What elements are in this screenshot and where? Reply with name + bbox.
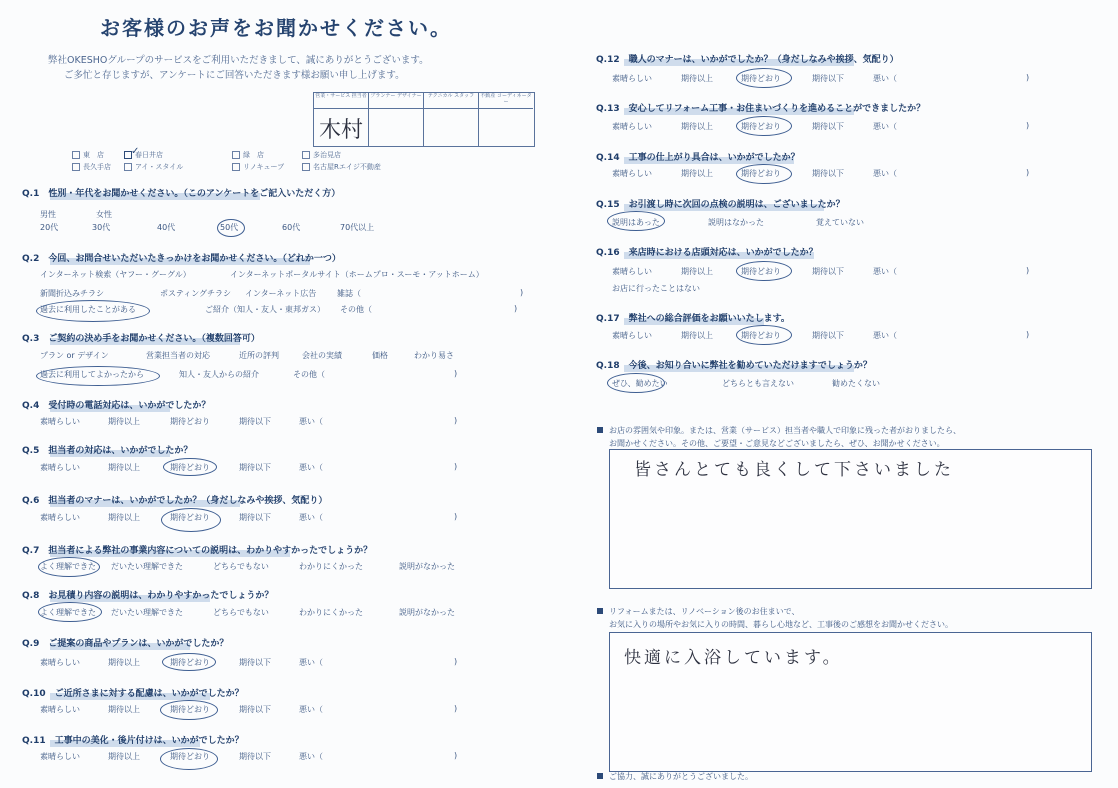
answer-option[interactable]: 価格 (372, 351, 388, 360)
answer-option[interactable]: 期待どおり (170, 705, 210, 714)
shop-option-checked[interactable]: 春日井店 (124, 150, 163, 160)
answer-option[interactable]: 悪い（ (299, 463, 323, 472)
question-label: Q.1 性別・年代をお聞かせください。（このアンケートをご記入いただく方） (22, 189, 341, 199)
answer-option[interactable]: 期待以上 (681, 267, 713, 276)
question-label: Q.6 担当者のマナーは、いかがでしたか？（身だしなみや挨拶、気配り） (22, 496, 328, 506)
paren-close: ) (454, 369, 458, 378)
answer-option[interactable]: 説明がなかった (399, 562, 455, 571)
answer-option[interactable]: 営業担当者の対応 (146, 351, 210, 360)
answer-option[interactable]: ぜひ、勧めたい (612, 379, 668, 388)
question-label: Q.5 担当者の対応は、いかがでしたか？ (22, 446, 193, 456)
answer-option[interactable]: 期待どおり (741, 267, 781, 276)
answer-option[interactable]: 期待どおり (741, 169, 781, 178)
answer-option[interactable]: どちらとも言えない (722, 379, 794, 388)
answer-option[interactable]: 会社の実績 (302, 351, 342, 360)
answer-option[interactable]: わかりにくかった (299, 608, 363, 617)
checkbox-icon (72, 151, 80, 159)
answer-option[interactable]: わかりにくかった (299, 562, 363, 571)
checkbox-icon (72, 163, 80, 171)
answer-option[interactable]: 素晴らしい (40, 658, 80, 667)
answer-option[interactable]: 説明はあった (612, 218, 660, 227)
question-label: Q.3 ご契約の決め手をお聞かせください。（複数回答可） (22, 334, 260, 344)
answer-option[interactable]: 知人・友人からの紹介 (179, 370, 259, 379)
shop-option[interactable]: 緑 店 (232, 150, 264, 160)
answer-option[interactable]: 悪い（ (873, 169, 897, 178)
question-label: Q.8 お見積り内容の説明は、わかりやすかったでしょうか？ (22, 591, 274, 601)
question-label: Q.17 弊社への総合評価をお願いいたします。 (596, 314, 790, 324)
answer-option[interactable]: 30代 (92, 223, 111, 232)
answer-option[interactable]: 悪い（ (299, 513, 323, 522)
paren-close: ) (1026, 121, 1030, 130)
paren-close: ) (454, 462, 458, 471)
staff-cell-realestate (479, 93, 533, 146)
square-bullet-icon (597, 427, 603, 433)
paren-close: ) (1026, 266, 1030, 275)
answer-option[interactable]: 雑誌（ (337, 289, 361, 298)
answer-option[interactable]: プラン or デザイン (40, 351, 109, 360)
answer-option[interactable]: 悪い（ (299, 752, 323, 761)
checkbox-icon (124, 163, 132, 171)
answer-option[interactable]: 20代 (40, 223, 59, 232)
paren-close: ) (514, 304, 518, 313)
answer-option[interactable]: 悪い（ (873, 267, 897, 276)
answer-option[interactable]: その他（ (340, 305, 372, 314)
comment2-prompt-line-2: お気に入りの場所やお気に入りの時間、暮らし心地など、工事後のご感想をお聞かせください。 (609, 620, 953, 629)
answer-option[interactable]: 期待どおり (170, 417, 210, 426)
answer-option[interactable]: 男性 (40, 210, 56, 219)
answer-option[interactable]: お店に行ったことはない (612, 284, 700, 293)
paren-close: ) (1026, 330, 1030, 339)
answer-option[interactable]: 素晴らしい (612, 74, 652, 83)
staff-header: 不動産 コーディネーター (479, 93, 533, 109)
staff-table (313, 92, 535, 147)
circled-answer-mark (736, 68, 792, 88)
answer-option[interactable]: 70代以上 (340, 223, 375, 232)
comment2-answer: 快適に入浴しています。 (624, 648, 843, 668)
answer-option[interactable]: 期待どおり (170, 513, 210, 522)
circled-answer-mark (162, 653, 216, 671)
circled-answer-mark (160, 700, 218, 720)
answer-option[interactable]: 期待どおり (741, 74, 781, 83)
staff-header: 営業・サービス 担当者 (314, 93, 368, 109)
circled-answer-mark (736, 261, 792, 281)
answer-option[interactable]: 期待以下 (239, 658, 271, 667)
staff-cell-sales (314, 93, 369, 146)
question-label: Q.9 ご提案の商品やプランは、いかがでしたか？ (22, 639, 229, 649)
question-label: Q.14 工事の仕上がり具合は、いかがでしたか？ (596, 153, 800, 163)
staff-signature: 木村 (319, 118, 364, 143)
answer-option[interactable]: よく理解できた (40, 608, 96, 617)
intro-line-1: 弊社OKESHOグループのサービスをご利用いただきまして、誠にありがとうございます。 (48, 55, 429, 66)
check-mark-icon: ✓ (131, 146, 140, 157)
answer-option[interactable]: 勧めたくない (832, 379, 880, 388)
question-label: Q.18 今後、お知り合いに弊社を勧めていただけますでしょうか？ (596, 361, 872, 371)
paren-close: ) (454, 512, 458, 521)
answer-option[interactable]: だいたい理解できた (111, 562, 183, 571)
answer-option[interactable]: 期待以下 (239, 752, 271, 761)
answer-option[interactable]: 悪い（ (299, 705, 323, 714)
circled-answer-mark (161, 508, 221, 532)
shop-option[interactable]: 長久手店 (72, 162, 111, 172)
square-bullet-icon (597, 773, 603, 779)
question-label: Q.2 今回、お問合せいただいたきっかけをお聞かせください。（どれか一つ） (22, 254, 341, 264)
staff-cell-technical (424, 93, 479, 146)
shop-option[interactable]: 名古屋Rエイジ不動産 (302, 162, 381, 172)
circled-answer-mark (160, 748, 218, 770)
answer-option[interactable]: その他（ (293, 370, 325, 379)
answer-option[interactable]: 素晴らしい (612, 331, 652, 340)
staff-header: プランナー デザイナー (369, 93, 423, 109)
circled-answer-mark (38, 602, 102, 622)
answer-option[interactable]: 期待以上 (681, 74, 713, 83)
answer-option[interactable]: 過去に利用したことがある (40, 305, 136, 314)
answer-option[interactable]: 期待以下 (239, 513, 271, 522)
answer-option[interactable]: よく理解できた (40, 562, 96, 571)
question-label: Q.4 受付時の電話対応は、いかがでしたか？ (22, 401, 211, 411)
staff-cell-planner (369, 93, 424, 146)
shop-option[interactable]: 多治見店 (302, 150, 341, 160)
paren-close: ) (454, 751, 458, 760)
paren-close: ) (454, 416, 458, 425)
question-label: Q.12 職人のマナーは、いかがでしたか？（身だしなみや挨拶、気配り） (596, 55, 899, 65)
answer-option[interactable]: ご紹介（知人・友人・東邦ガス） (205, 305, 325, 314)
answer-option[interactable]: 素晴らしい (612, 267, 652, 276)
answer-option[interactable]: 60代 (282, 223, 301, 232)
paren-close: ) (454, 657, 458, 666)
circled-answer-mark (36, 366, 160, 386)
answer-option[interactable]: 期待どおり (170, 463, 210, 472)
answer-option[interactable]: 期待どおり (170, 658, 210, 667)
answer-option[interactable]: ポスティングチラシ (160, 289, 232, 298)
answer-option[interactable]: 悪い（ (299, 417, 323, 426)
square-bullet-icon (597, 608, 603, 614)
answer-option[interactable]: 期待以下 (812, 267, 844, 276)
question-label: Q.11 工事中の美化・後片付けは、いかがでしたか？ (22, 736, 244, 746)
question-label: Q.7 担当者による弊社の事業内容についての説明は、わかりやすかったでしょうか？ (22, 546, 373, 556)
answer-option[interactable]: 期待以下 (239, 417, 271, 426)
checkbox-icon (302, 163, 310, 171)
answer-option[interactable]: 期待以上 (108, 658, 140, 667)
question-label: Q.16 来店時における店頭対応は、いかがでしたか？ (596, 248, 818, 258)
circled-answer-mark (736, 164, 792, 184)
answer-option[interactable]: 期待以上 (108, 513, 140, 522)
answer-option[interactable]: 素晴らしい (612, 122, 652, 131)
answer-option[interactable]: 悪い（ (299, 658, 323, 667)
answer-option[interactable]: インターネット広告 (245, 289, 317, 298)
answer-option[interactable]: 50代 (220, 223, 239, 232)
paren-close: ) (1026, 168, 1030, 177)
answer-option[interactable]: だいたい理解できた (111, 608, 183, 617)
answer-option[interactable]: 悪い（ (873, 122, 897, 131)
answer-option[interactable]: どちらでもない (213, 608, 269, 617)
checkbox-icon (302, 151, 310, 159)
intro-line-2: ご多忙と存じますが、アンケートにご回答いただきます様お願い申し上げます。 (64, 70, 405, 81)
answer-option[interactable]: 期待以上 (681, 122, 713, 131)
question-label: Q.13 安心してリフォーム工事・お住まいづくりを進めることができましたか？ (596, 104, 926, 114)
answer-option[interactable]: 期待以上 (108, 752, 140, 761)
question-label: Q.10 ご近所さまに対する配慮は、いかがでしたか？ (22, 689, 244, 699)
circled-answer-mark (36, 300, 150, 322)
answer-option[interactable]: 期待以下 (812, 74, 844, 83)
comment1-prompt-line-1: お店の雰囲気や印象。または、営業（サービス）担当者や職人で印象に残った者がおりましたら、 (597, 425, 961, 436)
comment2-prompt-line-1: リフォームまたは、リノベーション後のお住まいで、 (597, 606, 799, 617)
answer-option[interactable]: 過去に利用してよかったから (40, 370, 144, 379)
shop-option[interactable]: 東 店 (72, 150, 104, 160)
comment1-answer: 皆さんとても良くして下さいました (634, 460, 954, 480)
comment2-box[interactable] (609, 632, 1092, 772)
answer-option[interactable]: 期待以上 (108, 463, 140, 472)
answer-option[interactable]: 期待どおり (741, 122, 781, 131)
circled-answer-mark (607, 373, 665, 393)
answer-option[interactable]: 悪い（ (873, 331, 897, 340)
shop-option[interactable]: リノキューブ (232, 162, 284, 172)
answer-option[interactable]: 期待以下 (239, 705, 271, 714)
comment1-box[interactable] (609, 449, 1092, 589)
answer-option[interactable]: 説明がなかった (399, 608, 455, 617)
circled-answer-mark (607, 211, 665, 231)
answer-option[interactable]: 覚えていない (816, 218, 864, 227)
answer-option[interactable]: わかり易さ (414, 351, 454, 360)
answer-option[interactable]: 近所の評判 (239, 351, 279, 360)
answer-option[interactable]: 素晴らしい (612, 169, 652, 178)
answer-option[interactable]: 素晴らしい (40, 417, 80, 426)
question-label: Q.15 お引渡し時に次回の点検の説明は、ございましたか？ (596, 200, 845, 210)
answer-option[interactable]: インターネット検索（ヤフー・グーグル） (40, 270, 191, 279)
paren-close: ) (454, 704, 458, 713)
circled-answer-mark (38, 557, 100, 577)
answer-option[interactable]: 期待以下 (239, 463, 271, 472)
paren-close: ) (520, 288, 524, 297)
circled-answer-mark (163, 458, 217, 476)
staff-header: テクニカル スタッフ (424, 93, 478, 109)
answer-option[interactable]: インターネットポータルサイト（ホームプロ・スーモ・アットホーム） (230, 270, 484, 279)
answer-option[interactable]: 期待以上 (108, 705, 140, 714)
answer-option[interactable]: 期待どおり (741, 331, 781, 340)
checkbox-icon (232, 151, 240, 159)
page-title: お客様のお声をお聞かせください。 (100, 16, 452, 40)
answer-option[interactable]: 期待以上 (681, 169, 713, 178)
answer-option[interactable]: 説明はなかった (708, 218, 764, 227)
answer-option[interactable]: 新聞折込みチラシ (40, 289, 104, 298)
answer-option[interactable]: 素晴らしい (40, 513, 80, 522)
circled-answer-mark (736, 325, 792, 345)
answer-option[interactable]: 素晴らしい (40, 752, 80, 761)
answer-option[interactable]: 40代 (157, 223, 176, 232)
checkbox-icon (232, 163, 240, 171)
shop-option[interactable]: アイ・スタイル (124, 162, 183, 172)
answer-option[interactable]: 期待以下 (812, 331, 844, 340)
answer-option[interactable]: 悪い（ (873, 74, 897, 83)
answer-option[interactable]: 期待以下 (812, 169, 844, 178)
answer-option[interactable]: 女性 (96, 210, 112, 219)
answer-option[interactable]: 素晴らしい (40, 463, 80, 472)
circled-answer-mark (217, 219, 245, 237)
circled-answer-mark (736, 116, 792, 136)
answer-option[interactable]: 期待どおり (170, 752, 210, 761)
answer-option[interactable]: 期待以下 (812, 122, 844, 131)
answer-option[interactable]: どちらでもない (213, 562, 269, 571)
comment1-prompt-line-2: お聞かせください。その他、ご要望・ご意見などございましたら、ぜひ、お聞かせください。 (609, 439, 945, 448)
answer-option[interactable]: 素晴らしい (40, 705, 80, 714)
answer-option[interactable]: 期待以上 (681, 331, 713, 340)
thanks-line: ご協力、誠にありがとうございました。 (597, 771, 753, 782)
answer-option[interactable]: 期待以上 (108, 417, 140, 426)
paren-close: ) (1026, 73, 1030, 82)
